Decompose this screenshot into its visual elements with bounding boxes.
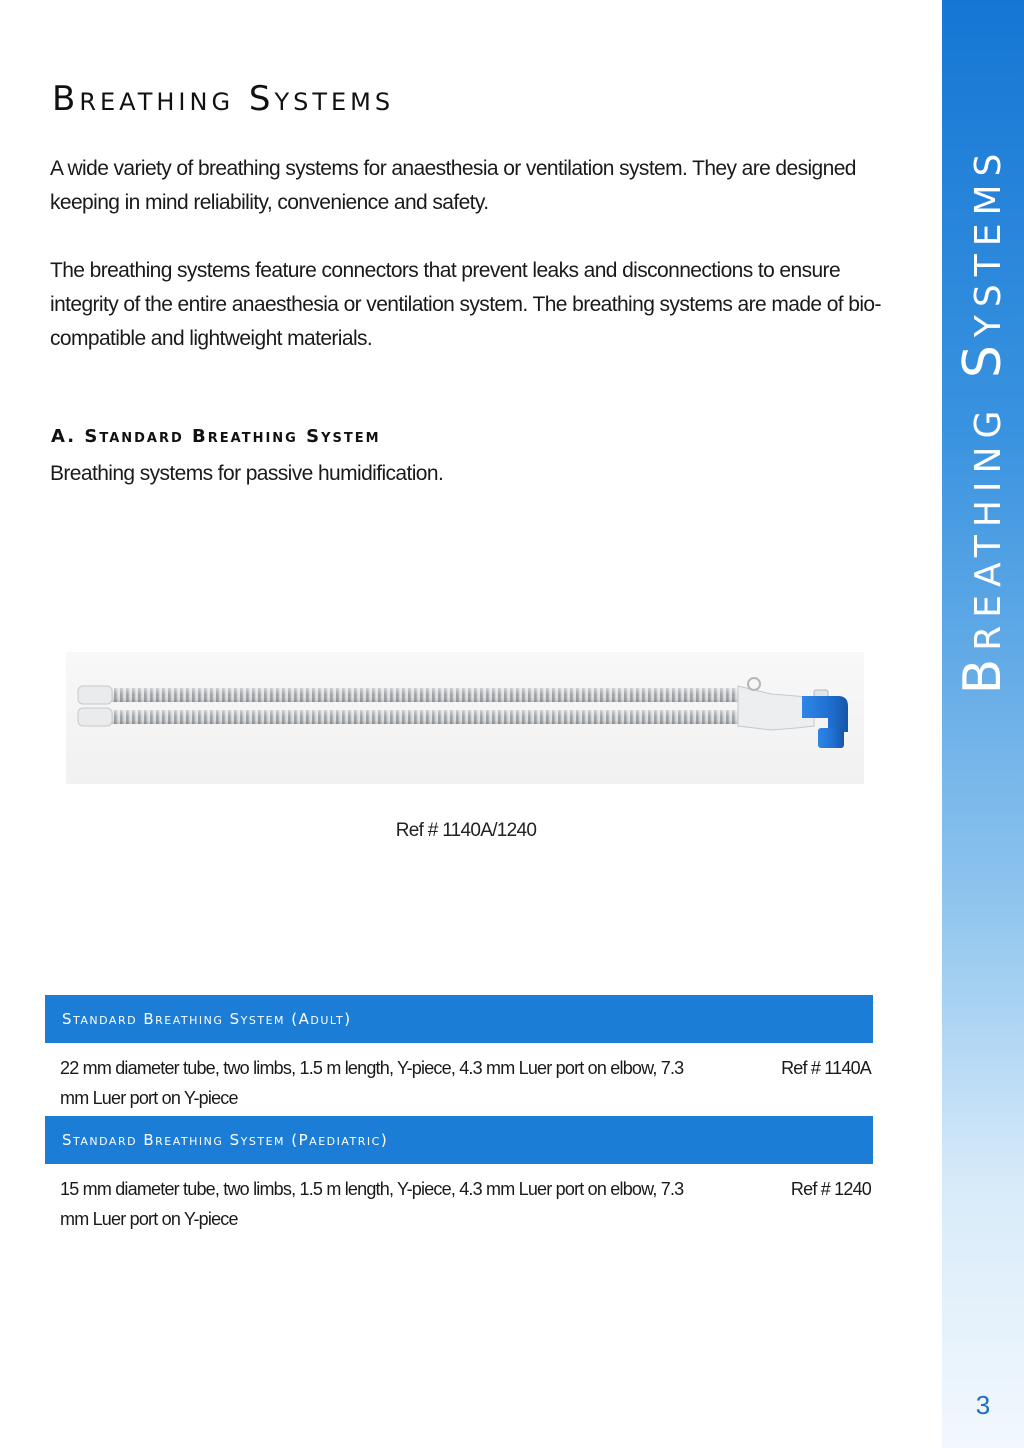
breathing-tube-illustration [66,652,864,784]
spec-table [45,995,873,1237]
intro-paragraph-1: A wide variety of breathing systems for anaesthesia or ventilation system. They are designed keeping in mind reliability, convenience and safety. [50,157,856,214]
spec-description: 15 mm diameter tube, two limbs, 1.5 m length, Y-piece, 4.3 mm Luer port on elbow, 7.3 mm Luer port on Y-piece [60,1179,684,1229]
section-heading: A. Standard Breathing System [51,426,381,447]
spec-description: 22 mm diameter tube, two limbs, 1.5 m length, Y-piece, 4.3 mm Luer port on elbow, 7.3 mm Luer port on Y-piece [60,1058,684,1108]
spec-row-paediatric [45,1164,873,1237]
page-number: 3 [975,1390,991,1420]
spec-ref: Ref # 1240 [790,1179,871,1199]
page-title: Breathing Systems [52,79,395,119]
side-tab-title: Breathing Systems [953,145,1013,695]
breathing-system-product-image [66,652,864,784]
image-ref-caption: Ref # 1140A/1240 [395,820,537,841]
spec-ref: Ref # 1140A [781,1058,871,1078]
spec-header-adult: Standard Breathing System (Adult) [45,995,873,1043]
section-subtitle: Breathing systems for passive humidification. [50,462,444,485]
spec-header-paediatric: Standard Breathing System (Paediatric) [45,1116,873,1164]
spec-row-adult [45,1043,873,1116]
intro-paragraph-2: The breathing systems feature connectors that prevent leaks and disconnections to ensure integrity of the entire anaesthesia or ventilation system. The breathing systems are made of bio-compatible and lightweight materials. [50,259,881,350]
